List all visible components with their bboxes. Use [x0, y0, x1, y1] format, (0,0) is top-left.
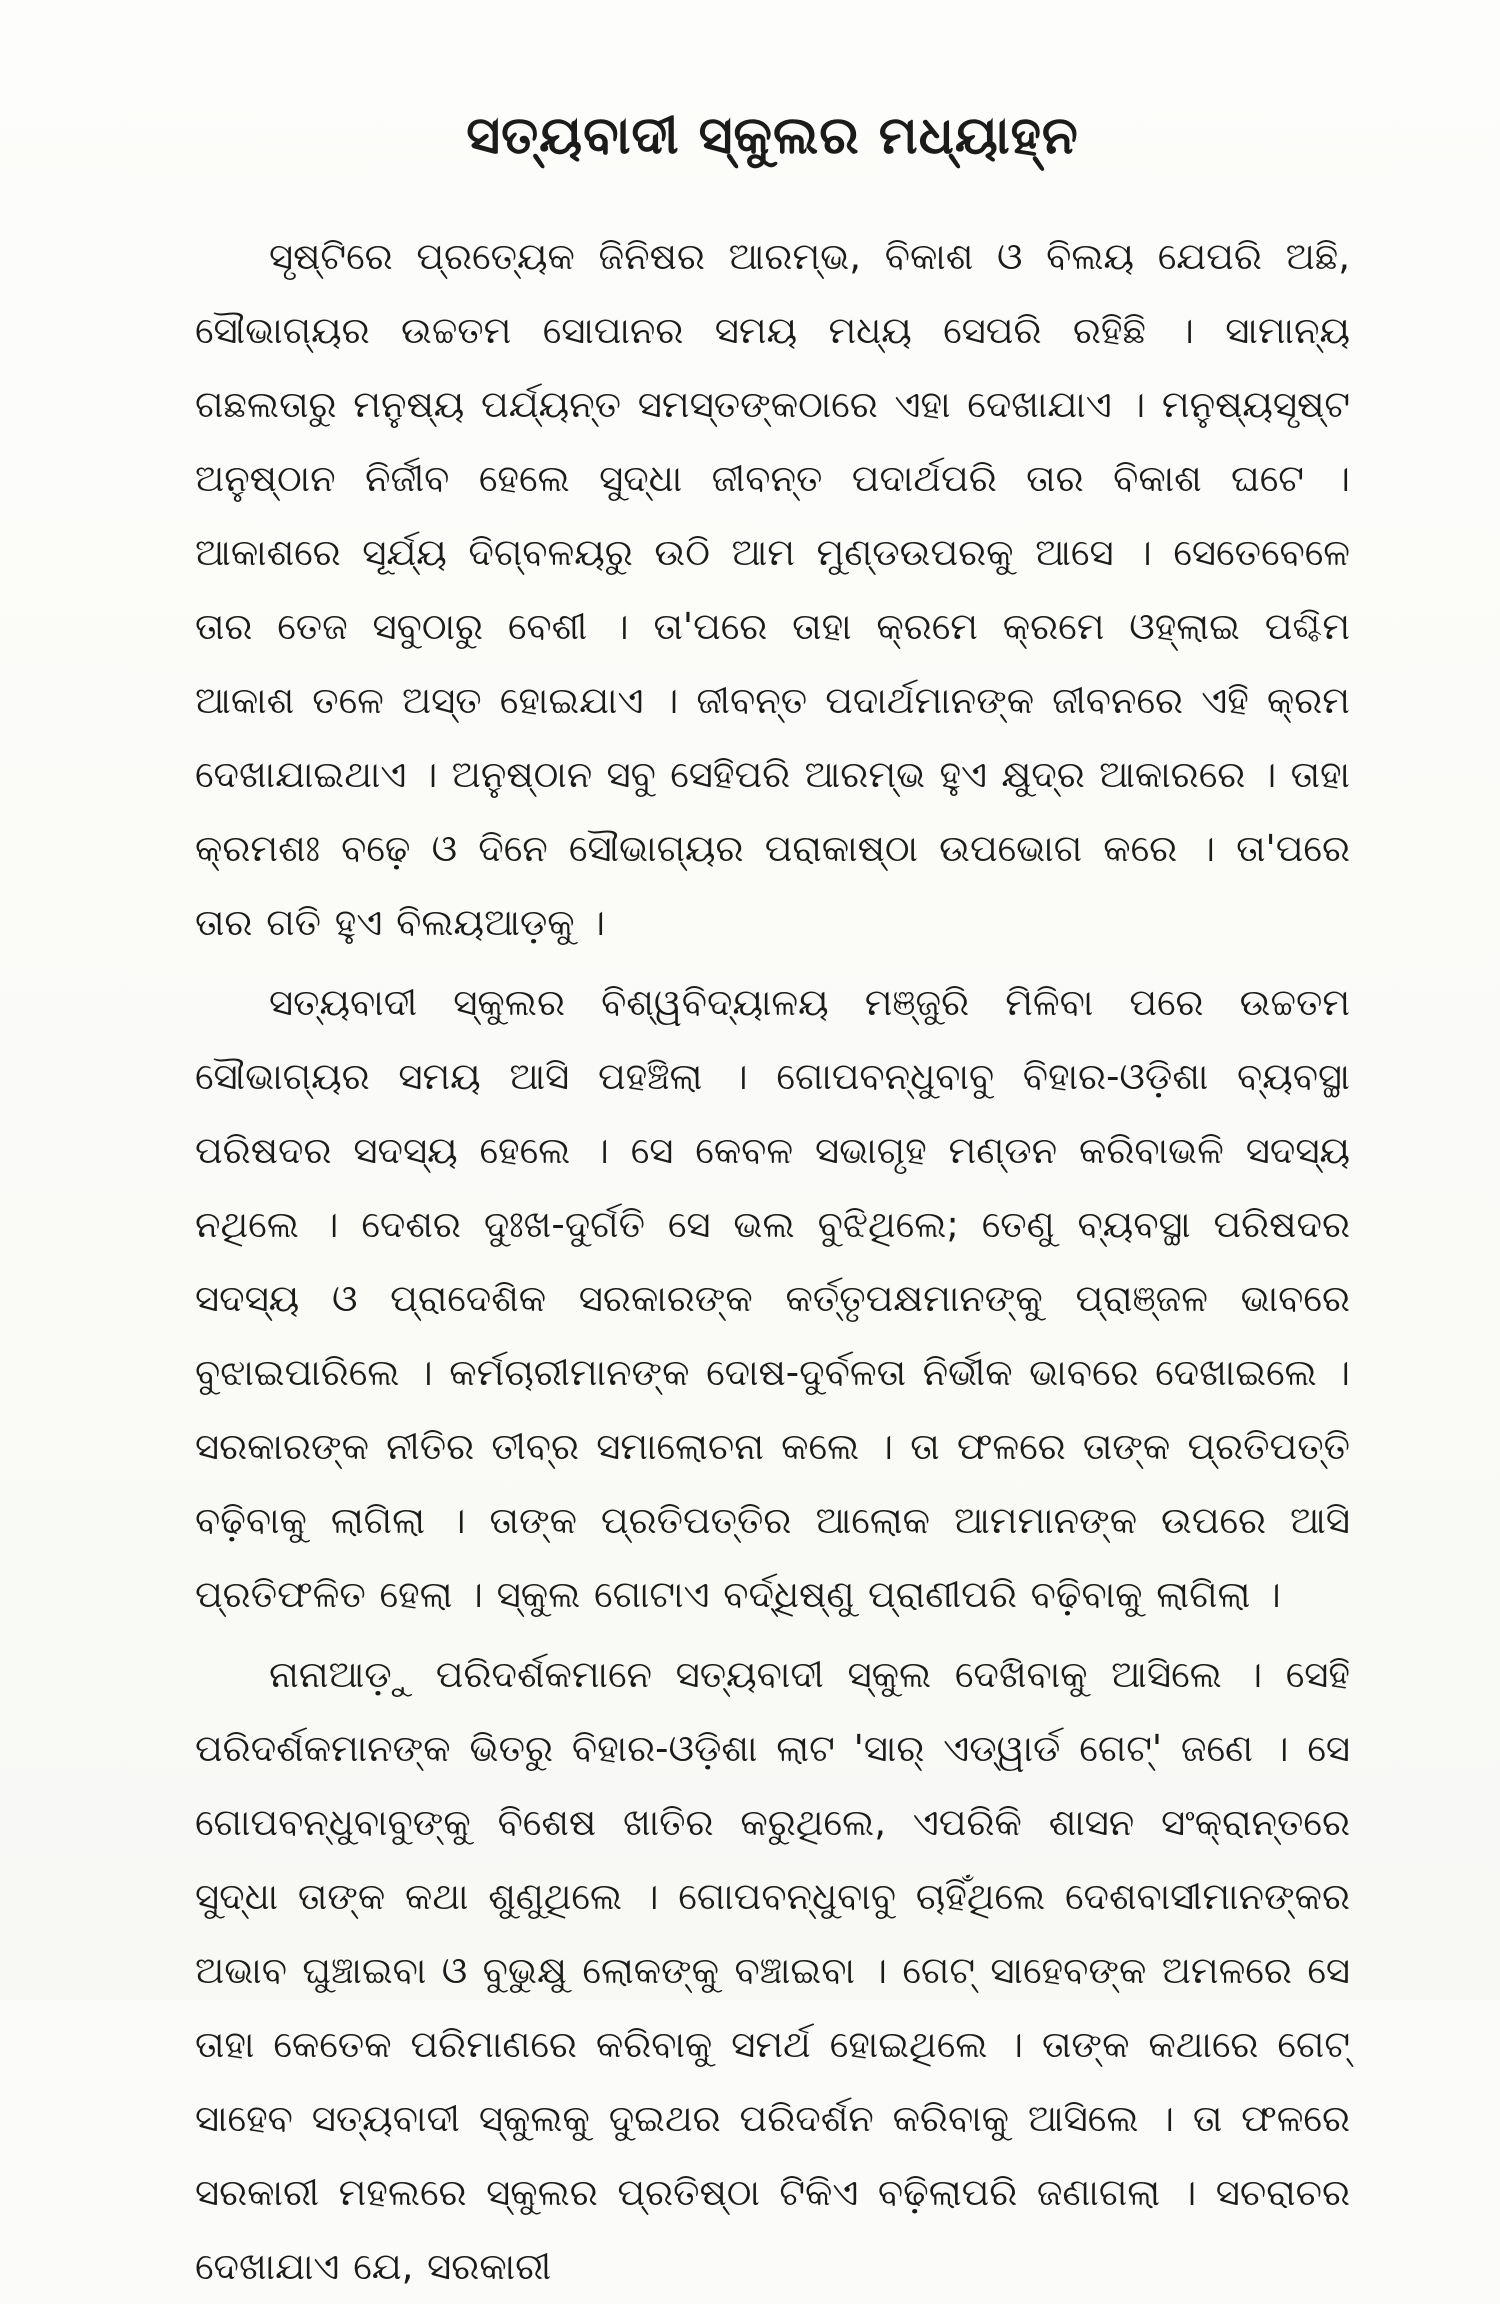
paragraph-1: ସୃଷ୍ଟିରେ ପ୍ରତ୍ୟେକ ଜିନିଷର ଆରମ୍ଭ, ବିକାଶ ଓ ବିଲୟ ଯେପରି ଅଛି, ସୌଭାଗ୍ୟର ଉଚ୍ଚତମ ସୋପାନର ସମୟ ମଧ୍ୟ ସେପରି ରହିଛି । ସାମାନ୍ୟ ଗଛଲତାରୁ ମନୁଷ୍ୟ ପର୍ଯ୍ୟନ୍ତ ସମସ୍ତଙ୍କଠାରେ ଏହା ଦେଖାଯାଏ । ମନୁଷ୍ୟସୃଷ୍ଟ ଅନୁଷ୍ଠାନ ନିର୍ଜୀବ ହେଲେ ସୁଦ୍ଧା ଜୀବନ୍ତ ପଦାର୍ଥପରି ତାର ବିକାଶ ଘଟେ । ଆକାଶରେ ସୂର୍ଯ୍ୟ ଦିଗ୍‌ବଳୟରୁ ଉଠି ଆମ ମୁଣ୍ଡଉପରକୁ ଆସେ । ସେତେବେଳେ ତାର ତେଜ ସବୁଠାରୁ ବେଶୀ । ତା'ପରେ ତାହା କ୍ରମେ କ୍ରମେ ଓହ୍ଲାଇ ପଶ୍ଚିମ ଆକାଶ ତଳେ ଅସ୍ତ ହୋଇଯାଏ । ଜୀବନ୍ତ ପଦାର୍ଥମାନଙ୍କ ଜୀବନରେ ଏହି କ୍ରମ ଦେଖାଯାଇଥାଏ । ଅନୁଷ୍ଠାନ ସବୁ ସେହିପରି ଆରମ୍ଭ ହୁଏ କ୍ଷୁଦ୍ର ଆକାରରେ । ତାହା କ୍ରମଶଃ ବଢ଼େ ଓ ଦିନେ ସୌଭାଗ୍ୟର ପରାକାଷ୍ଠା ଉପଭୋଗ କରେ । ତା'ପରେ ତାର ଗତି ହୁଏ ବିଲୟଆଡ଼କୁ । — [195, 235, 1350, 944]
paragraph-3: ନାନାଆଡ଼ୁ ପରିଦର୍ଶକମାନେ ସତ୍ୟବାଦୀ ସ୍କୁଲ ଦେଖିବାକୁ ଆସିଲେ । ସେହି ପରିଦର୍ଶକମାନଙ୍କ ଭିତରୁ ବିହାର-ଓଡ଼ିଶା ଲାଟ 'ସାର୍ ଏଡ୍‌ୱାର୍ଡ ଗେଟ୍' ଜଣେ । ସେ ଗୋପବନ୍ଧୁବାବୁଙ୍କୁ ବିଶେଷ ଖାତିର କରୁଥିଲେ, ଏପରିକି ଶାସନ ସଂକ୍ରାନ୍ତରେ ସୁଦ୍ଧା ତାଙ୍କ କଥା ଶୁଣୁଥିଲେ । ଗୋପବନ୍ଧୁବାବୁ ଚାହିଁଥିଲେ ଦେଶବାସୀମାନଙ୍କର ଅଭାବ ଘୁଞ୍ଚାଇବା ଓ ବୁଭୁକ୍ଷୁ ଲୋକଙ୍କୁ ବଞ୍ଚାଇବା । ଗେଟ୍ ସାହେବଙ୍କ ଅମଳରେ ସେ ତାହା କେତେକ ପରିମାଣରେ କରିବାକୁ ସମର୍ଥ ହୋଇଥିଲେ । ତାଙ୍କ କଥାରେ ଗେଟ୍ ସାହେବ ସତ୍ୟବାଦୀ ସ୍କୁଲକୁ ଦୁଇଥର ପରିଦର୍ଶନ କରିବାକୁ ଆସିଲେ । ତା ଫଳରେ ସରକାରୀ ମହଲରେ ସ୍କୁଲର ପ୍ରତିଷ୍ଠା ଟିକିଏ ବଢ଼ିଲାପରି ଜଣାଗଲା । ସଚରାଚର ଦେଖାଯାଏ ଯେ, ସରକାରୀ — [195, 1653, 1350, 2288]
page-title: ସତ୍ୟବାଦୀ ସ୍କୁଲର ମଧ୍ୟାହ୍ନ — [466, 106, 1079, 166]
paragraph-2: ସତ୍ୟବାଦୀ ସ୍କୁଲର ବିଶ୍ୱବିଦ୍ୟାଳୟ ମଞ୍ଜୁରି ମିଳିବା ପରେ ଉଚ୍ଚତମ ସୌଭାଗ୍ୟର ସମୟ ଆସି ପହଞ୍ଚିଲା । ଗୋପବନ୍ଧୁବାବୁ ବିହାର-ଓଡ଼ିଶା ବ୍ୟବସ୍ଥା ପରିଷଦର ସଦସ୍ୟ ହେଲେ । ସେ କେବଳ ସଭାଗୃହ ମଣ୍ଡନ କରିବାଭଳି ସଦସ୍ୟ ନଥିଲେ । ଦେଶର ଦୁଃଖ-ଦୁର୍ଗତି ସେ ଭଲ ବୁଝିଥିଲେ; ତେଣୁ ବ୍ୟବସ୍ଥା ପରିଷଦର ସଦସ୍ୟ ଓ ପ୍ରାଦେଶିକ ସରକାରଙ୍କ କର୍ତ୍ତୃପକ୍ଷମାନଙ୍କୁ ପ୍ରାଞ୍ଜଳ ଭାବରେ ବୁଝାଇପାରିଲେ । କର୍ମଚାରୀମାନଙ୍କ ଦୋଷ-ଦୁର୍ବଳତା ନିର୍ଭୀକ ଭାବରେ ଦେଖାଇଲେ । ସରକାରଙ୍କ ନୀତିର ତୀବ୍ର ସମାଲୋଚନା କଲେ । ତା ଫଳରେ ତାଙ୍କ ପ୍ରତିପତ୍ତି ବଢ଼ିବାକୁ ଲାଗିଲା । ତାଙ୍କ ପ୍ରତିପତ୍ତିର ଆଲୋକ ଆମମାନଙ୍କ ଉପରେ ଆସି ପ୍ରତିଫଳିତ ହେଲା । ସ୍କୁଲ ଗୋଟାଏ ବର୍ଦ୍ଧିଷ୍ଣୁ ପ୍ରାଣୀପରି ବଢ଼ିବାକୁ ଲାଗିଲା । — [195, 981, 1350, 1616]
